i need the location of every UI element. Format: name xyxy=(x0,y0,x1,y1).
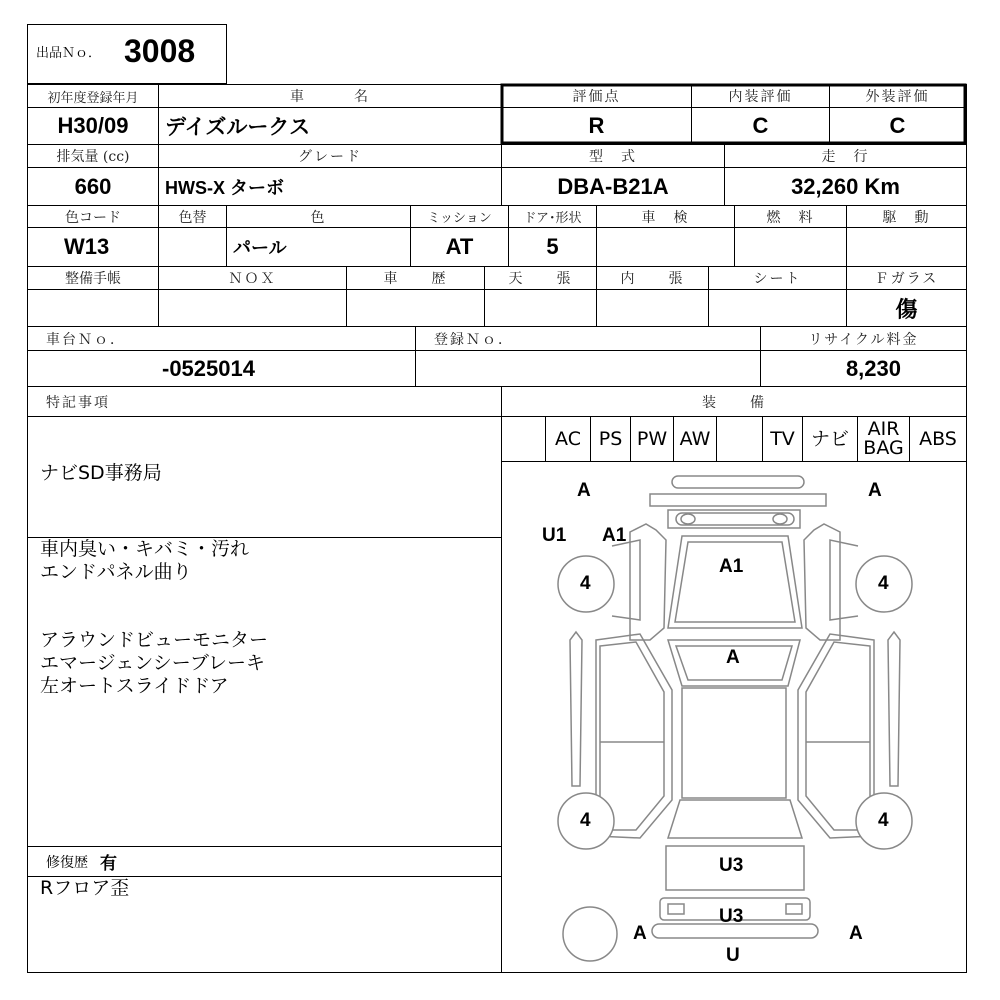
damage-left-fender-u1: U1 xyxy=(542,525,567,546)
damage-left-fender-a1: A1 xyxy=(602,525,627,546)
displacement-label: 排気量 (cc) xyxy=(56,149,130,165)
color-value: パール xyxy=(233,238,287,258)
repair-history-value: 有 xyxy=(100,854,117,874)
recycle-fee-value: 8,230 xyxy=(845,355,901,381)
chassis-number-label: 車台Ｎｏ． xyxy=(46,331,126,348)
mileage-label: 走 行 xyxy=(821,149,870,165)
history-label: 車 歴 xyxy=(383,271,448,287)
damage-front-right: A xyxy=(868,480,882,501)
first-registration-value: H30/09 xyxy=(57,113,129,138)
tire-front-left: 4 xyxy=(580,573,591,594)
door-shape-label: ドア･形状 xyxy=(523,211,582,226)
equip-aw: AW xyxy=(679,427,711,450)
damage-windshield: A xyxy=(726,647,740,668)
damage-rear-bumper: U xyxy=(726,945,740,966)
interior-score-label: 内装評価 xyxy=(728,89,793,105)
equip-ps: PS xyxy=(598,427,623,450)
damage-rear-panel: U3 xyxy=(719,906,744,927)
nox-label: ＮＯＸ xyxy=(228,271,277,287)
lot-value: 3008 xyxy=(124,33,196,69)
front-glass-label: Ｆガラス xyxy=(874,271,939,287)
remarks-line-6: 左オートスライドドア xyxy=(40,675,229,697)
tire-front-right: 4 xyxy=(878,573,889,594)
inspection-label: 車 検 xyxy=(641,209,690,226)
transmission-label: ミッション xyxy=(427,211,492,226)
damage-trunk: U3 xyxy=(719,855,744,876)
lot-label: 出品Ｎｏ． xyxy=(36,46,102,61)
registration-number-label: 登録Ｎｏ． xyxy=(434,331,514,348)
car-name-value: デイズルークス xyxy=(165,116,311,139)
equipment-label: 装 備 xyxy=(702,394,766,411)
damage-rear-right: A xyxy=(849,923,863,944)
mileage-value: 32,260 Km xyxy=(791,173,900,199)
displacement-value: 660 xyxy=(74,173,112,199)
damage-front-left: A xyxy=(577,480,591,501)
model-value: DBA-B21A xyxy=(557,173,669,199)
remarks-line-2: エンドパネル曲り xyxy=(40,561,192,583)
drive-label: 駆 動 xyxy=(882,209,931,226)
remarks-line-5: エマージェンシーブレーキ xyxy=(40,652,266,674)
chassis-number-value: -0525014 xyxy=(162,355,255,381)
equip-pw: PW xyxy=(636,427,668,450)
recycle-fee-label: リサイクル料金 xyxy=(808,331,919,348)
equip-abs: ABS xyxy=(919,427,957,450)
exterior-score-value: C xyxy=(889,113,906,138)
grade-label: グレード xyxy=(298,149,362,165)
tire-rear-left: 4 xyxy=(580,810,591,831)
exterior-score-label: 外装評価 xyxy=(865,89,930,105)
remarks-line-1: 車内臭い・キバミ・汚れ xyxy=(40,538,250,560)
service-book-label: 整備手帳 xyxy=(65,271,121,287)
remarks-label: 特記事項 xyxy=(46,394,110,411)
door-shape-value: 5 xyxy=(546,234,559,259)
equip-navi: ナビ xyxy=(810,427,849,450)
damage-hood: A1 xyxy=(719,556,744,577)
color-change-label: 色替 xyxy=(178,209,207,226)
remarks-top-note: ナビSD事務局 xyxy=(40,462,162,484)
tire-rear-right: 4 xyxy=(878,810,889,831)
damage-rear-left: A xyxy=(633,923,647,944)
repair-history-label: 修復歴 xyxy=(46,854,88,871)
color-code-label: 色コード xyxy=(65,209,121,226)
equip-airbag: AIR BAG xyxy=(863,418,904,459)
color-label: 色 xyxy=(310,209,327,226)
grade-score-label: 評価点 xyxy=(572,89,621,105)
first-registration-label: 初年度登録年月 xyxy=(47,90,139,106)
headliner-label: 天 張 xyxy=(508,271,573,287)
interior-trim-label: 内 張 xyxy=(620,271,685,287)
remarks-line-4: アラウンドビューモニター xyxy=(40,629,269,651)
interior-score-value: C xyxy=(752,113,769,138)
front-glass-value: 傷 xyxy=(895,297,918,323)
model-label: 型 式 xyxy=(589,149,637,165)
transmission-value: AT xyxy=(445,234,474,259)
car-name-label: 車 名 xyxy=(290,89,370,105)
seat-label: シート xyxy=(753,271,802,287)
grade-score-value: R xyxy=(588,113,605,138)
equip-tv: TV xyxy=(770,427,795,450)
repair-note: Rフロア歪 xyxy=(40,877,130,899)
color-code-value: W13 xyxy=(64,234,110,259)
grade-value: HWS-X ターボ xyxy=(165,177,284,198)
equip-ac: AC xyxy=(555,427,581,450)
fuel-label: 燃 料 xyxy=(766,209,815,226)
